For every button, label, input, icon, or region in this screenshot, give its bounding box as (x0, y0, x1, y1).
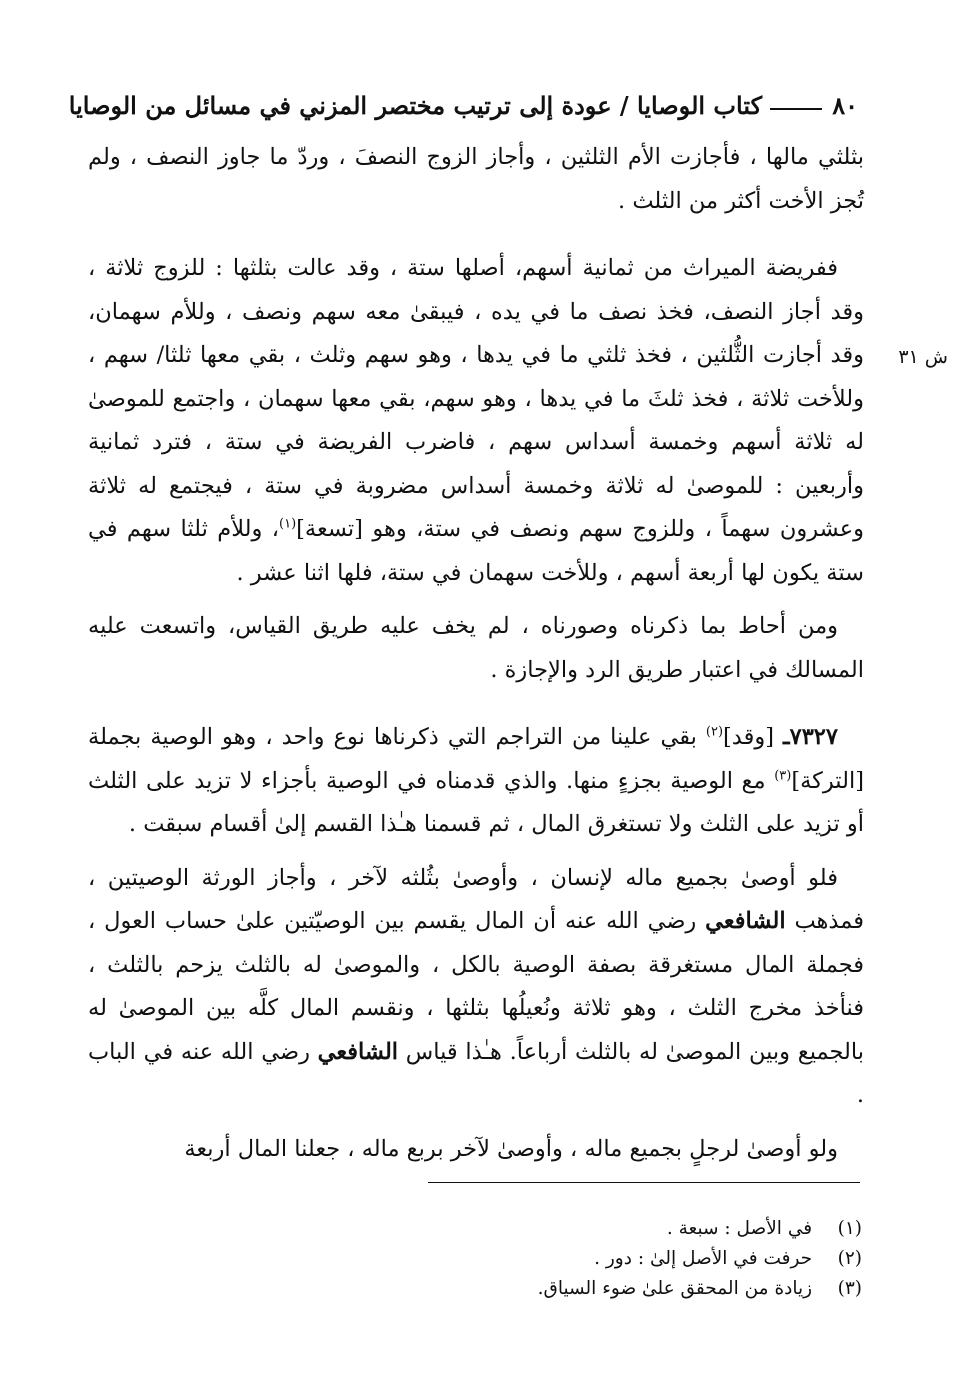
footnote-2-text: حرفت في الأصل إلىٰ : دور . (594, 1248, 813, 1269)
margin-note: ش ٣١ (898, 346, 948, 368)
paragraph-4-text-3: مع الوصية بجزءٍ منها. والذي قدمناه في الوصية بأجزاء لا تزيد على الثلث أو تزيد على الثلث ولا تستغرق المال ، ثم قسمنا هـٰذا القسم إلىٰ أقسام سبقت . (88, 767, 864, 837)
paragraph-5-text-1: فلو أوصىٰ بجميع ماله لإنسان ، وأوصىٰ بثُلثه لآخر ، وأجاز الورثة الوصيتين ، فمذهب (88, 864, 864, 934)
running-title: كتاب الوصايا / عودة إلى ترتيب مختصر المزني في مسائل من الوصايا (68, 91, 762, 120)
paragraph-5-text-3: رضي الله عنه في الباب . (88, 1038, 864, 1108)
paragraph-4-text-2: بقي علينا من التراجم التي ذكرناها نوع واحد ، وهو الوصية بجملة [التركة] (88, 724, 864, 794)
paragraph-2-text: ففريضة الميراث من ثمانية أسهم، أصلها ستة ، وقد عالت بثلثها : للزوج ثلاثة ، وقد أجاز النصف، فخذ نصف ما في يده ، فيبقىٰ معه سهم ونصف ، وللأم سهمان، وقد أجازت الثُّلثين ، فخذ ثلثي ما في يدها ، وهو سهم وثلث ، بقي معها ثلثا/ سهم ، وللأخت ثلاثة ، فخذ ثلثَ ما في يدها ، وهو سهم، بقي معها سهمان ، واجتمع للموصىٰ له ثلاثة أسهم وخمسة أسداس سهم ، فاضرب الفريضة في ستة ، فترد ثمانية وأربعين : للموصىٰ له ثلاثة وخمسة أسداس مضروبة في ستة ، فيجتمع له ثلاثة وعشرون سهماً ، وللزوج سهم ونصف في ستة، وهو [تسعة] (88, 255, 865, 542)
paragraph-2 (88, 247, 864, 595)
footnote-1-number: (١) (837, 1218, 862, 1239)
section-number: ٧٣٢٧ـ (783, 724, 838, 750)
footnotes (300, 1214, 862, 1304)
footnote-3 (300, 1274, 862, 1304)
name-shafii-1: الشافعي (705, 908, 786, 934)
paragraph-3-text: ومن أحاط بما ذكرناه وصورناه ، لم يخف عليه طريق القياس، واتسعت عليه المسالك في اعتبار طريق الرد والإجازة . (88, 613, 864, 683)
paragraph-1 (88, 136, 864, 223)
footnote-2-number: (٢) (837, 1248, 862, 1269)
footnote-ref-2: (٢) (705, 724, 724, 740)
paragraph-5 (88, 857, 864, 1118)
paragraph-5-text-2: رضي الله عنه أن المال يقسم بين الوصيّتين علىٰ حساب العول ، فجملة المال مستغرقة بصفة الوصية بالكل ، والموصىٰ له بالثلث يزحم بالثلث ، فنأخذ مخرج الثلث ، وهو ثلاثة ونُعيلُها بثلثها ، ونقسم المال كلَّه بين الموصىٰ له بالجميع وبين الموصىٰ له بالثلث أرباعاً. هـٰذا قياس (88, 908, 864, 1065)
footnote-ref-1: (١) (279, 516, 297, 532)
paragraph-2-after: ، وللأم ثلثا سهم في ستة يكون لها أربعة أسهم ، وللأخت سهمان في ستة، فلها اثنا عشر . (88, 516, 864, 586)
paragraph-4-text-1: [وقد] (723, 724, 775, 750)
paragraph-1-text: بثلثي مالها ، فأجازت الأم الثلثين ، وأجاز الزوج النصفَ ، وردّ ما جاوز النصف ، ولم تُجز الأخت أكثر من الثلث . (88, 144, 864, 214)
main-text (88, 136, 864, 1171)
footnote-1 (300, 1214, 862, 1244)
running-header (68, 84, 858, 128)
paragraph-6 (88, 1128, 864, 1172)
paragraph-6-text: ولو أوصىٰ لرجلٍ بجميع ماله ، وأوصىٰ لآخر بربع ماله ، جعلنا المال أربعة (184, 1135, 838, 1162)
footnote-1-text: في الأصل : سبعة . (666, 1218, 813, 1239)
paragraph-4 (88, 716, 864, 847)
paragraph-3 (88, 605, 864, 692)
name-shafii-2: الشافعي (317, 1038, 399, 1065)
footnote-2 (300, 1244, 862, 1274)
footnote-ref-3: (٣) (774, 768, 792, 783)
footnote-3-number: (٣) (837, 1278, 862, 1299)
header-rule (770, 108, 822, 110)
page-number: ٨٠ (832, 91, 858, 120)
footnote-separator (428, 1182, 860, 1183)
footnote-3-text: زيادة من المحقق علىٰ ضوء السياق. (537, 1278, 813, 1299)
